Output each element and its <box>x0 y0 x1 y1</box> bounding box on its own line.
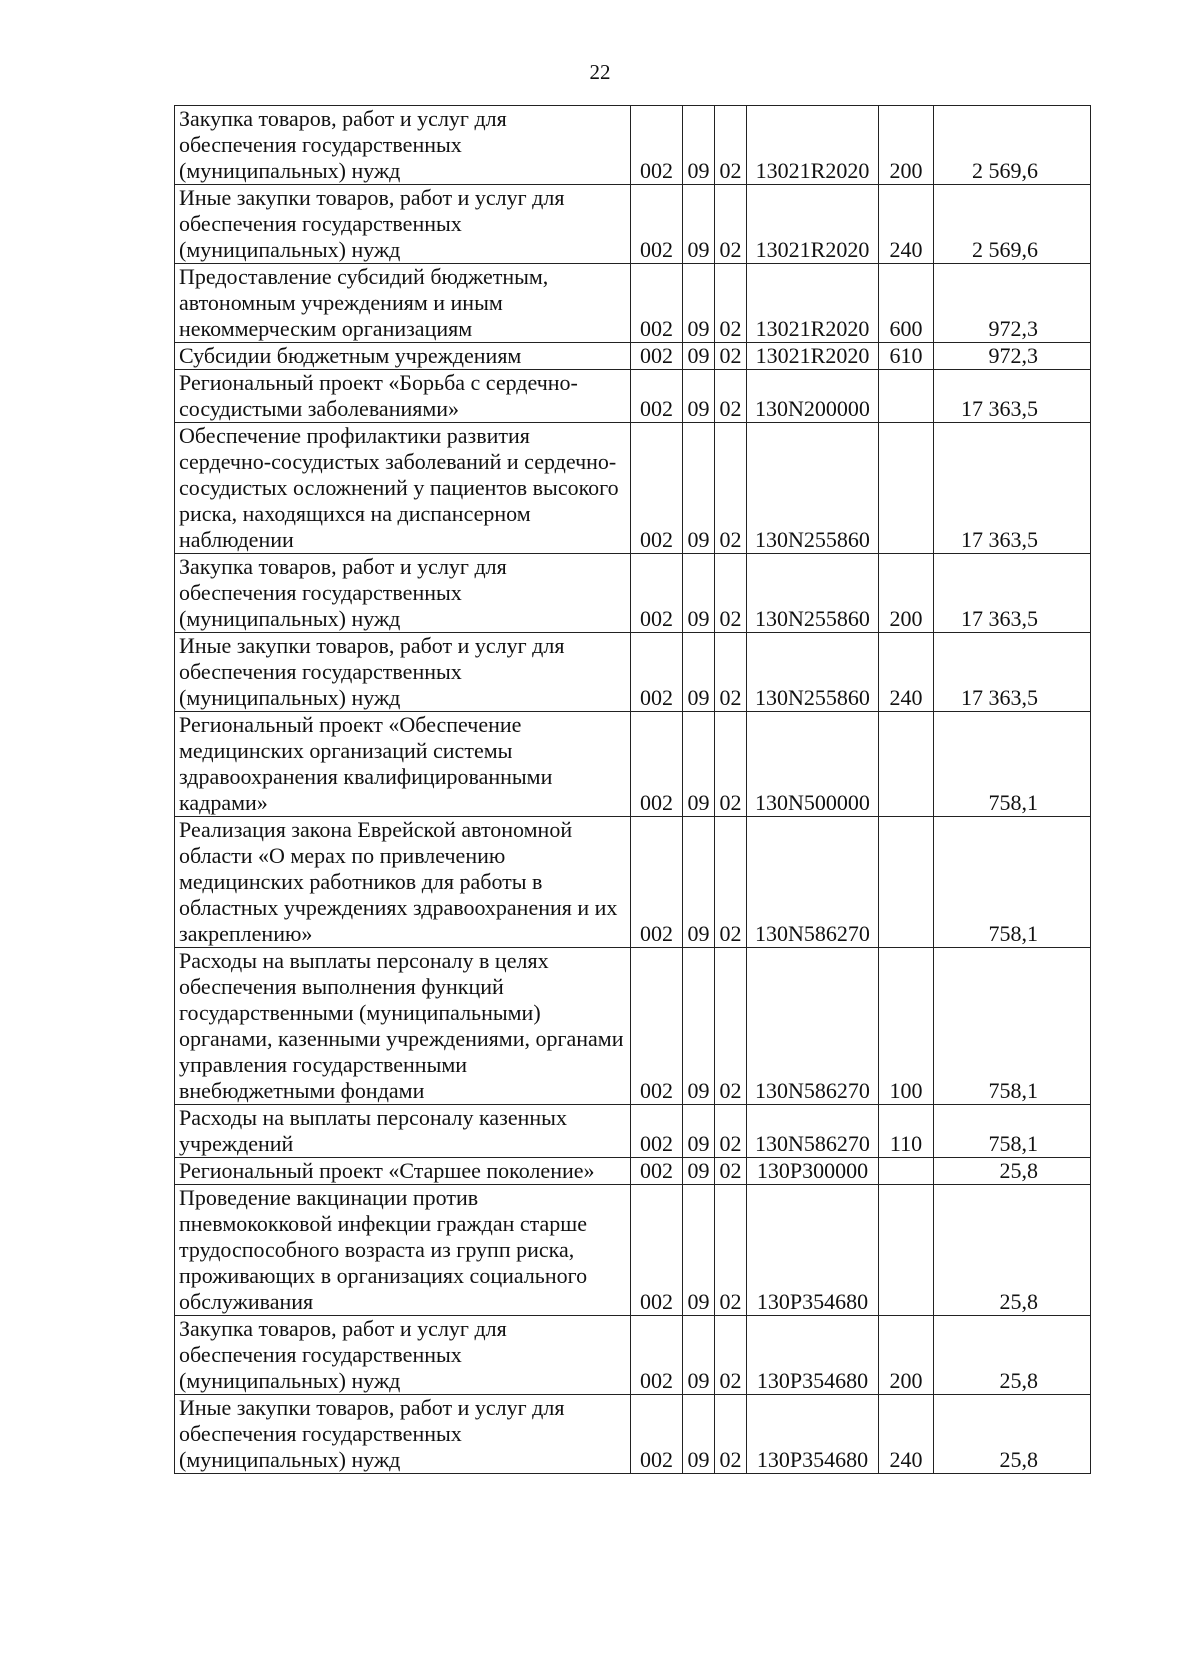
expense-name-cell: Обеспечение профилактики развития сердечно-сосудистых заболеваний и сердечно-сосудистых осложнений у пациентов высокого риска, находящихся на диспансерном наблюдении <box>175 423 631 554</box>
expense-name-cell: Расходы на выплаты персоналу в целях обеспечения выполнения функций государственными (муниципальными) органами, казенными учреждениями, органами управления государственными внебюджетными фондами <box>175 948 631 1105</box>
subsection-code-cell: 02 <box>715 1105 747 1158</box>
section-code-cell: 09 <box>683 633 715 712</box>
expense-type-cell: 200 <box>879 106 934 185</box>
subsection-code-cell: 02 <box>715 712 747 817</box>
target-article-cell: 130P300000 <box>747 1158 879 1185</box>
grbs-code-cell: 002 <box>631 948 683 1105</box>
expense-name-cell: Субсидии бюджетным учреждениям <box>175 343 631 370</box>
amount-cell: 758,1 <box>934 1105 1091 1158</box>
amount-cell: 758,1 <box>934 948 1091 1105</box>
table-row <box>175 343 1091 370</box>
target-article-cell: 130N255860 <box>747 423 879 554</box>
grbs-code-cell: 002 <box>631 1395 683 1474</box>
section-code-cell: 09 <box>683 423 715 554</box>
grbs-code-cell: 002 <box>631 554 683 633</box>
subsection-code-cell: 02 <box>715 343 747 370</box>
amount-cell: 25,8 <box>934 1185 1091 1316</box>
grbs-code-cell: 002 <box>631 712 683 817</box>
expense-name-cell: Региональный проект «Борьба с сердечно-сосудистыми заболеваниями» <box>175 370 631 423</box>
subsection-code-cell: 02 <box>715 1158 747 1185</box>
expense-name-cell: Закупка товаров, работ и услуг для обеспечения государственных (муниципальных) нужд <box>175 554 631 633</box>
amount-cell: 17 363,5 <box>934 370 1091 423</box>
amount-cell: 25,8 <box>934 1316 1091 1395</box>
expense-type-cell: 110 <box>879 1105 934 1158</box>
table-row <box>175 554 1091 633</box>
target-article-cell: 130N586270 <box>747 1105 879 1158</box>
expense-name-cell: Региональный проект «Старшее поколение» <box>175 1158 631 1185</box>
section-code-cell: 09 <box>683 1105 715 1158</box>
table-row <box>175 817 1091 948</box>
target-article-cell: 130N500000 <box>747 712 879 817</box>
subsection-code-cell: 02 <box>715 264 747 343</box>
expense-type-cell: 200 <box>879 1316 934 1395</box>
expense-name-cell: Иные закупки товаров, работ и услуг для обеспечения государственных (муниципальных) нужд <box>175 185 631 264</box>
section-code-cell: 09 <box>683 1158 715 1185</box>
expense-name-cell: Предоставление субсидий бюджетным, автономным учреждениям и иным некоммерческим организациям <box>175 264 631 343</box>
target-article-cell: 130N586270 <box>747 817 879 948</box>
amount-cell: 25,8 <box>934 1158 1091 1185</box>
expense-name-cell: Иные закупки товаров, работ и услуг для обеспечения государственных (муниципальных) нужд <box>175 633 631 712</box>
target-article-cell: 13021R2020 <box>747 343 879 370</box>
section-code-cell: 09 <box>683 712 715 817</box>
grbs-code-cell: 002 <box>631 106 683 185</box>
section-code-cell: 09 <box>683 554 715 633</box>
grbs-code-cell: 002 <box>631 343 683 370</box>
grbs-code-cell: 002 <box>631 423 683 554</box>
table-row <box>175 1105 1091 1158</box>
table-row <box>175 106 1091 185</box>
table-row <box>175 423 1091 554</box>
amount-cell: 17 363,5 <box>934 423 1091 554</box>
expense-type-cell: 610 <box>879 343 934 370</box>
target-article-cell: 130N200000 <box>747 370 879 423</box>
grbs-code-cell: 002 <box>631 370 683 423</box>
grbs-code-cell: 002 <box>631 817 683 948</box>
target-article-cell: 130P354680 <box>747 1316 879 1395</box>
table-row <box>175 948 1091 1105</box>
expense-type-cell <box>879 712 934 817</box>
table-row <box>175 1158 1091 1185</box>
amount-cell: 758,1 <box>934 817 1091 948</box>
table-row <box>175 1185 1091 1316</box>
table-row <box>175 712 1091 817</box>
target-article-cell: 13021R2020 <box>747 106 879 185</box>
section-code-cell: 09 <box>683 1185 715 1316</box>
target-article-cell: 13021R2020 <box>747 264 879 343</box>
grbs-code-cell: 002 <box>631 1185 683 1316</box>
expense-type-cell <box>879 423 934 554</box>
section-code-cell: 09 <box>683 1395 715 1474</box>
amount-cell: 25,8 <box>934 1395 1091 1474</box>
subsection-code-cell: 02 <box>715 1395 747 1474</box>
section-code-cell: 09 <box>683 948 715 1105</box>
amount-cell: 2 569,6 <box>934 106 1091 185</box>
target-article-cell: 130N586270 <box>747 948 879 1105</box>
target-article-cell: 13021R2020 <box>747 185 879 264</box>
grbs-code-cell: 002 <box>631 633 683 712</box>
expense-type-cell: 240 <box>879 633 934 712</box>
expense-name-cell: Закупка товаров, работ и услуг для обеспечения государственных (муниципальных) нужд <box>175 106 631 185</box>
expense-type-cell <box>879 370 934 423</box>
table-row <box>175 370 1091 423</box>
subsection-code-cell: 02 <box>715 1185 747 1316</box>
expense-name-cell: Иные закупки товаров, работ и услуг для обеспечения государственных (муниципальных) нужд <box>175 1395 631 1474</box>
expense-name-cell: Закупка товаров, работ и услуг для обеспечения государственных (муниципальных) нужд <box>175 1316 631 1395</box>
expense-type-cell <box>879 817 934 948</box>
expense-name-cell: Региональный проект «Обеспечение медицинских организаций системы здравоохранения квалифицированными кадрами» <box>175 712 631 817</box>
section-code-cell: 09 <box>683 106 715 185</box>
expense-type-cell <box>879 1185 934 1316</box>
amount-cell: 972,3 <box>934 343 1091 370</box>
target-article-cell: 130N255860 <box>747 554 879 633</box>
section-code-cell: 09 <box>683 343 715 370</box>
amount-cell: 972,3 <box>934 264 1091 343</box>
section-code-cell: 09 <box>683 1316 715 1395</box>
expense-name-cell: Проведение вакцинации против пневмококковой инфекции граждан старше трудоспособного возраста из групп риска, проживающих в организациях социального обслуживания <box>175 1185 631 1316</box>
target-article-cell: 130P354680 <box>747 1395 879 1474</box>
grbs-code-cell: 002 <box>631 264 683 343</box>
table-row <box>175 1316 1091 1395</box>
table-row <box>175 633 1091 712</box>
subsection-code-cell: 02 <box>715 1316 747 1395</box>
grbs-code-cell: 002 <box>631 1158 683 1185</box>
target-article-cell: 130N255860 <box>747 633 879 712</box>
subsection-code-cell: 02 <box>715 817 747 948</box>
expense-name-cell: Реализация закона Еврейской автономной области «О мерах по привлечению медицинских работников для работы в областных учреждениях здравоохранения и их закреплению» <box>175 817 631 948</box>
subsection-code-cell: 02 <box>715 948 747 1105</box>
expense-type-cell <box>879 1158 934 1185</box>
subsection-code-cell: 02 <box>715 370 747 423</box>
budget-table <box>174 105 1091 1474</box>
subsection-code-cell: 02 <box>715 185 747 264</box>
grbs-code-cell: 002 <box>631 1105 683 1158</box>
expense-type-cell: 600 <box>879 264 934 343</box>
expense-type-cell: 240 <box>879 1395 934 1474</box>
section-code-cell: 09 <box>683 185 715 264</box>
expense-type-cell: 200 <box>879 554 934 633</box>
section-code-cell: 09 <box>683 264 715 343</box>
target-article-cell: 130P354680 <box>747 1185 879 1316</box>
grbs-code-cell: 002 <box>631 185 683 264</box>
grbs-code-cell: 002 <box>631 1316 683 1395</box>
amount-cell: 17 363,5 <box>934 633 1091 712</box>
expense-type-cell: 100 <box>879 948 934 1105</box>
expense-name-cell: Расходы на выплаты персоналу казенных учреждений <box>175 1105 631 1158</box>
subsection-code-cell: 02 <box>715 106 747 185</box>
table-row <box>175 264 1091 343</box>
page-number: 22 <box>589 60 611 84</box>
amount-cell: 2 569,6 <box>934 185 1091 264</box>
amount-cell: 758,1 <box>934 712 1091 817</box>
section-code-cell: 09 <box>683 817 715 948</box>
subsection-code-cell: 02 <box>715 633 747 712</box>
amount-cell: 17 363,5 <box>934 554 1091 633</box>
table-row <box>175 1395 1091 1474</box>
subsection-code-cell: 02 <box>715 423 747 554</box>
expense-type-cell: 240 <box>879 185 934 264</box>
section-code-cell: 09 <box>683 370 715 423</box>
table-row <box>175 185 1091 264</box>
subsection-code-cell: 02 <box>715 554 747 633</box>
budget-table-body <box>175 106 1091 1474</box>
